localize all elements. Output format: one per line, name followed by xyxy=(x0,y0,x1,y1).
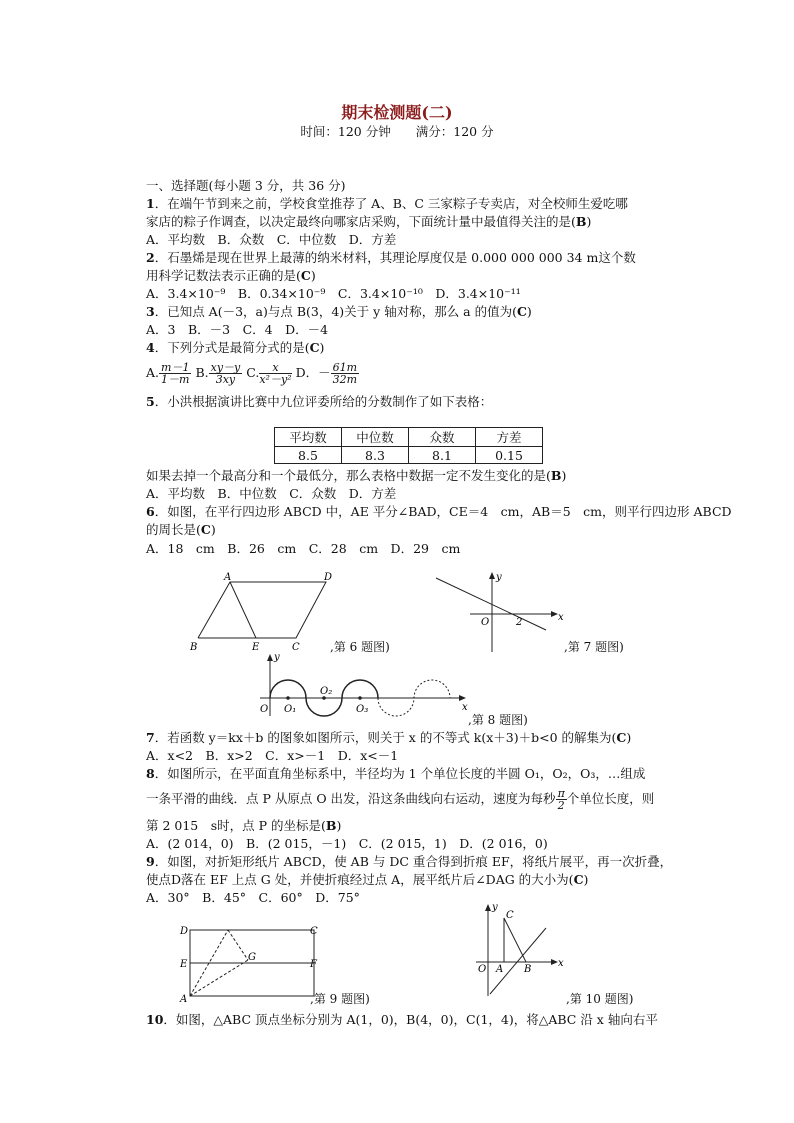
q4-optD-fraction xyxy=(331,362,359,385)
x-axis-arrow xyxy=(551,611,558,617)
q2-line2 xyxy=(146,268,316,284)
y-axis-arrow xyxy=(485,904,491,911)
figure-6-caption: ,第 6 题图) xyxy=(330,640,390,654)
q8-text2b: 个单位长度，则 xyxy=(566,791,655,806)
q4-answer: C xyxy=(309,340,320,355)
y-axis-arrow xyxy=(267,654,273,661)
bisector-ae xyxy=(230,582,256,638)
q9-text1: ．如图，对折矩形纸片 ABCD，使 AB 与 DC 重合得到折痕 EF，将纸片展平，再一次折叠， xyxy=(154,854,673,869)
q3-close: ) xyxy=(526,304,532,319)
q1-text2: 家店的粽子作调查，以决定最终向哪家店采购，下面统计量中最值得关注的是( xyxy=(146,214,576,229)
figure-10-triangle-graph xyxy=(470,900,570,1004)
diagonal-line xyxy=(490,928,546,994)
label-f: F xyxy=(310,959,317,970)
q8-text2a: 一条平滑的曲线．点 P 从原点 O 出发，沿这条曲线向右运动，速度为每秒 xyxy=(146,791,556,806)
center-o3 xyxy=(358,696,362,700)
q6-number: 6 xyxy=(146,504,155,519)
q4-optA-den: 1－m xyxy=(161,373,190,386)
label-origin: O xyxy=(481,617,490,628)
q1-options: A．平均数 B．众数 C．中位数 D．方差 xyxy=(146,232,397,247)
figure-8-caption: ,第 8 题图) xyxy=(468,713,528,727)
q3-text1: ．已知点 A(－3，a)与点 B(3，4)关于 y 轴对称，那么 a 的值为( xyxy=(154,304,517,319)
label-origin: O xyxy=(478,964,487,975)
q1-text1: ．在端午节到来之前，学校食堂推荐了 A、B、C 三家粽子专卖店，对全校师生爱吃哪 xyxy=(154,196,628,211)
q1-close: ) xyxy=(586,214,592,229)
fold-line-dg xyxy=(228,930,248,960)
score-table xyxy=(274,427,543,464)
q7-answer: C xyxy=(616,730,627,745)
x-axis-arrow xyxy=(459,695,466,701)
q4-optA-label: A. xyxy=(146,365,160,380)
q4-optC-num: x xyxy=(259,362,291,374)
q2-answer: C xyxy=(300,268,311,283)
q4-line1 xyxy=(146,340,324,356)
q1-line1 xyxy=(146,196,628,212)
label-x: x xyxy=(558,612,564,623)
function-line xyxy=(436,578,546,630)
q4-number: 4 xyxy=(146,340,155,355)
q8-answer: B xyxy=(325,818,337,833)
q6-close: ) xyxy=(210,522,216,537)
figure-7-line-graph xyxy=(430,570,570,660)
q8-close: ) xyxy=(336,818,342,833)
score-table-value-row xyxy=(275,447,543,464)
figure-6-parallelogram xyxy=(186,572,346,657)
label-a: A xyxy=(496,964,504,975)
q10-text1: ．如图，△ABC 顶点坐标分别为 A(1，0)，B(4，0)，C(1，4)，将△ABC 沿 x 轴向右平 xyxy=(163,1012,658,1027)
q10-line1 xyxy=(146,1012,658,1028)
q4-optC-fraction xyxy=(259,362,291,385)
q7-line1 xyxy=(146,730,631,746)
q5-number: 5 xyxy=(146,394,155,409)
q8-frac-num: π xyxy=(557,787,565,800)
q2-line1 xyxy=(146,250,636,266)
q3-line1 xyxy=(146,304,532,320)
q8-line3 xyxy=(146,818,341,834)
label-o1: O₁ xyxy=(284,704,297,715)
q6-options: A．18 cm B．26 cm C．28 cm D．29 cm xyxy=(146,541,461,556)
label-o3: O₃ xyxy=(356,704,369,715)
q3-answer: C xyxy=(516,304,527,319)
q4-optB-label: B. xyxy=(195,365,209,380)
label-e: E xyxy=(252,642,260,653)
q4-optA-num: m－1 xyxy=(161,361,190,374)
q10-number: 10 xyxy=(146,1012,164,1027)
label-origin: O xyxy=(260,704,269,715)
q6-text2: 的周长是( xyxy=(146,522,201,537)
q3-number: 3 xyxy=(146,304,155,319)
label-o2: O₂ xyxy=(320,686,333,697)
q4-options xyxy=(146,358,359,388)
q7-close: ) xyxy=(626,730,632,745)
label-x: x xyxy=(462,702,468,713)
page-subtitle: 时间：120 分钟 满分：120 分 xyxy=(300,124,494,139)
figure-9-folded-rectangle xyxy=(176,920,326,1004)
q4-optD-den: 32m xyxy=(332,373,358,386)
label-a: A xyxy=(224,572,232,583)
label-e: E xyxy=(180,959,188,970)
q9-close: ) xyxy=(583,872,589,887)
q5-text2: 如果去掉一个最高分和一个最低分，那么表格中数据一定不发生变化的是( xyxy=(146,468,551,483)
q7-number: 7 xyxy=(146,730,155,745)
label-d: D xyxy=(180,926,189,937)
q2-close: ) xyxy=(310,268,316,283)
q6-text1: ．如图，在平行四边形 ABCD 中，AE 平分∠BAD，CE＝4 cm，AB＝5 cm，则平行四边形 ABCD xyxy=(154,504,732,519)
q5-close: ) xyxy=(561,468,567,483)
page-title: 期末检测题(二) xyxy=(341,103,453,122)
q5-options: A．平均数 B．中位数 C．众数 D．方差 xyxy=(146,486,397,501)
q3-options: A．3 B．－3 C．4 D．－4 xyxy=(146,322,329,337)
label-b: B xyxy=(524,964,532,975)
table-header-cell: 方差 xyxy=(476,428,543,447)
score-table-header-row xyxy=(275,428,543,447)
y-axis-arrow xyxy=(489,572,495,579)
figure-9-caption: ,第 9 题图) xyxy=(310,992,370,1006)
figure-7-caption: ,第 7 题图) xyxy=(564,640,624,654)
q1-answer: B xyxy=(575,214,587,229)
q6-line2 xyxy=(146,522,216,538)
q8-frac-den: 2 xyxy=(557,799,565,812)
center-o1 xyxy=(286,696,290,700)
q8-line1 xyxy=(146,766,645,782)
label-two: 2 xyxy=(516,617,523,628)
label-x: x xyxy=(558,958,564,969)
table-header-cell: 平均数 xyxy=(275,428,342,447)
section-heading: 一、选择题(每小题 3 分，共 36 分) xyxy=(146,178,346,193)
q4-optB-num: xy－y xyxy=(210,361,241,374)
table-value-cell: 0.15 xyxy=(476,447,543,464)
q7-text1: ．若函数 y＝kx＋b 的图象如图所示，则关于 x 的不等式 k(x＋3)＋b<0 的解集为( xyxy=(154,730,617,745)
label-a: A xyxy=(180,994,188,1005)
q5-line2 xyxy=(146,468,566,484)
q6-answer: C xyxy=(200,522,211,537)
q9-answer: C xyxy=(573,872,584,887)
label-y: y xyxy=(492,902,498,913)
q2-text1: ．石墨烯是现在世界上最薄的纳米材料，其理论厚度仅是 0.000 000 000 34 m这个数 xyxy=(154,250,636,265)
q8-line2 xyxy=(146,784,654,814)
parallelogram-outline xyxy=(198,582,326,638)
label-b: B xyxy=(190,642,198,653)
table-header-cell: 众数 xyxy=(409,428,476,447)
q8-text3: 第 2 015 s时，点 P 的坐标是( xyxy=(146,818,326,833)
q9-line1 xyxy=(146,854,672,870)
table-value-cell: 8.3 xyxy=(342,447,409,464)
q5-line1 xyxy=(146,394,492,410)
q1-number: 1 xyxy=(146,196,155,211)
q2-number: 2 xyxy=(146,250,155,265)
q4-optA-fraction xyxy=(159,362,191,385)
q2-text2: 用科学记数法表示正确的是( xyxy=(146,268,301,283)
q2-options: A．3.4×10⁻⁹ B．0.34×10⁻⁹ C．3.4×10⁻¹⁰ D．3.4×10⁻¹¹ xyxy=(146,286,521,301)
label-c: C xyxy=(310,926,318,937)
label-d: D xyxy=(324,572,333,583)
q8-number: 8 xyxy=(146,766,155,781)
q9-options: A．30° B．45° C．60° D．75° xyxy=(146,890,360,905)
x-axis-arrow xyxy=(551,959,558,965)
q9-text2: 使点D落在 EF 上点 G 处，并使折痕经过点 A，展平纸片后∠DAG 的大小为( xyxy=(146,872,574,887)
label-y: y xyxy=(274,652,280,663)
fold-line-ag xyxy=(190,960,248,996)
label-c: C xyxy=(506,910,514,921)
q9-line2 xyxy=(146,872,588,888)
label-g: G xyxy=(248,952,256,963)
figure-10-caption: ,第 10 题图) xyxy=(566,992,634,1006)
q4-optC-label: C. xyxy=(246,365,260,380)
q4-optB-den: 3xy xyxy=(215,373,236,386)
q9-number: 9 xyxy=(146,854,155,869)
q8-speed-fraction xyxy=(556,788,567,811)
q4-close: ) xyxy=(319,340,325,355)
table-value-cell: 8.5 xyxy=(275,447,342,464)
q4-optB-fraction xyxy=(209,362,243,385)
q4-text1: ．下列分式是最简分式的是( xyxy=(154,340,310,355)
q4-optD-num: 61m xyxy=(332,361,358,374)
q5-answer: B xyxy=(550,468,562,483)
q7-options: A．x<2 B．x>2 C．x>－1 D．x<－1 xyxy=(146,748,399,763)
table-header-cell: 中位数 xyxy=(342,428,409,447)
label-c: C xyxy=(292,642,300,653)
figure-8-semicircle-curve xyxy=(256,654,476,724)
q1-line2 xyxy=(146,214,591,230)
q8-options: A．(2 014，0) B．(2 015，－1) C．(2 015，1) D．(2 016，0) xyxy=(146,836,548,851)
q8-text1: ．如图所示，在平面直角坐标系中，半径均为 1 个单位长度的半圆 O₁，O₂，O₃，…组成 xyxy=(154,766,646,781)
q5-text1: ．小洪根据演讲比赛中九位评委所给的分数制作了如下表格： xyxy=(154,394,493,409)
q4-optC-den: x²－y² xyxy=(259,373,292,386)
q4-optD-label: D．－ xyxy=(295,365,331,380)
label-y: y xyxy=(496,572,502,583)
q6-line1 xyxy=(146,504,732,520)
table-value-cell: 8.1 xyxy=(409,447,476,464)
